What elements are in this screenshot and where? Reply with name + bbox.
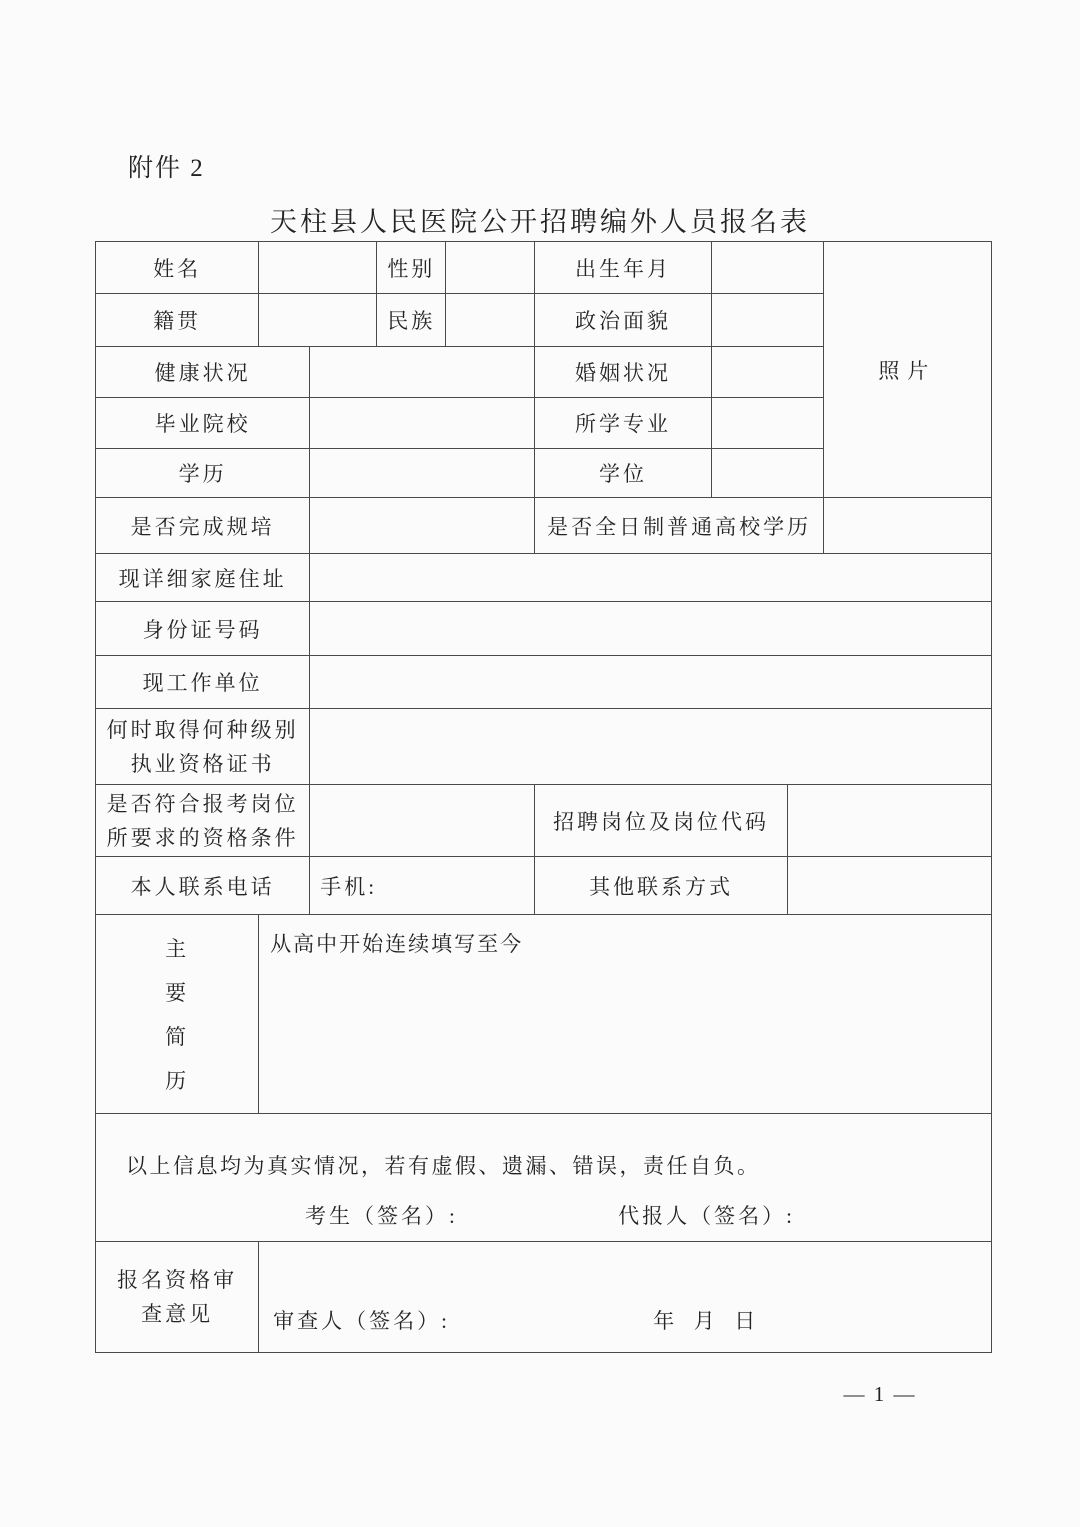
field-ethnicity-label: 民族 [377, 294, 446, 347]
page-number: — 1 — [843, 1382, 917, 1406]
attachment-label: 附件 2 [128, 155, 205, 182]
review-label-cell [96, 1242, 259, 1353]
field-home-address-value [310, 554, 992, 602]
field-education-value [310, 449, 535, 498]
photo-cell: 照片 [823, 242, 991, 498]
row-review [96, 1242, 992, 1353]
row-contact [96, 857, 992, 915]
field-qualification-label [96, 785, 310, 857]
certificate-label-line1: 何时取得何种级别 [106, 717, 299, 742]
field-fulltime-college-value [823, 498, 991, 554]
row-id-number [96, 602, 992, 656]
resume-content-cell: 从高中开始连续填写至今 [259, 915, 992, 1114]
field-id-number-value [310, 602, 992, 656]
review-content-cell [259, 1242, 992, 1353]
field-birth-date-label: 出生年月 [535, 242, 711, 294]
field-gender-label: 性别 [377, 242, 446, 294]
field-id-number-label: 身份证号码 [96, 602, 310, 656]
field-gender-value [446, 242, 535, 294]
field-marital-status-label: 婚姻状况 [535, 347, 711, 398]
field-mobile-value: 手机: [310, 857, 535, 915]
declaration-statement: 以上信息均为真实情况，若有虚假、遗漏、错误，责任自负。 [126, 1154, 761, 1178]
certificate-label-line2: 执业资格证书 [130, 751, 275, 776]
field-certificate-label [96, 709, 310, 785]
declaration-signature-line [96, 1200, 991, 1230]
field-residency-value [310, 498, 535, 554]
field-certificate-value [310, 709, 992, 785]
field-degree-label: 学位 [535, 449, 711, 498]
resume-char-3: 简 [165, 1025, 190, 1049]
field-home-address-label: 现详细家庭住址 [96, 554, 310, 602]
resume-vertical-label [96, 919, 258, 1109]
form-title: 天柱县人民医院公开招聘编外人员报名表 [270, 207, 810, 237]
field-education-label: 学历 [96, 449, 310, 498]
resume-char-4: 历 [165, 1069, 190, 1093]
field-health-status-label: 健康状况 [96, 347, 310, 398]
field-major-value [711, 398, 823, 449]
field-political-status-value [711, 294, 823, 347]
row-certificate [96, 709, 992, 785]
row-current-employer [96, 656, 992, 709]
field-native-place-label: 籍贯 [96, 294, 259, 347]
field-ethnicity-value [446, 294, 535, 347]
field-graduate-school-value [310, 398, 535, 449]
field-post-code-value [787, 785, 991, 857]
field-health-status-value [310, 347, 535, 398]
field-name-value [259, 242, 377, 294]
field-post-code-label: 招聘岗位及岗位代码 [535, 785, 787, 857]
resume-char-1: 主 [165, 937, 190, 961]
field-other-contact-value [787, 857, 991, 915]
row-declaration [96, 1114, 992, 1242]
resume-label-cell [96, 915, 259, 1114]
row-resume [96, 915, 992, 1114]
field-marital-status-value [711, 347, 823, 398]
field-current-employer-value [310, 656, 992, 709]
field-political-status-label: 政治面貌 [535, 294, 711, 347]
application-form-table [95, 241, 992, 1353]
review-label-line2: 查意见 [141, 1302, 214, 1326]
field-fulltime-college-label: 是否全日制普通高校学历 [535, 498, 823, 554]
row-qualification-post [96, 785, 992, 857]
review-label-line1: 报名资格审 [117, 1268, 238, 1292]
field-other-contact-label: 其他联系方式 [535, 857, 787, 915]
field-degree-value [711, 449, 823, 498]
field-residency-label: 是否完成规培 [96, 498, 310, 554]
declaration-cell [96, 1114, 992, 1242]
row-residency-fulltime [96, 498, 992, 554]
field-contact-phone-label: 本人联系电话 [96, 857, 310, 915]
qualification-label-line2: 所要求的资格条件 [106, 825, 299, 850]
row-home-address [96, 554, 992, 602]
qualification-label-line1: 是否符合报考岗位 [106, 791, 299, 816]
candidate-signature-label: 考生（签名）: [305, 1204, 458, 1228]
field-native-place-value [259, 294, 377, 347]
reviewer-signature-label: 审查人（签名）: [273, 1309, 451, 1333]
field-qualification-value [310, 785, 535, 857]
field-graduate-school-label: 毕业院校 [96, 398, 310, 449]
review-date-placeholder: 年 月 日 [653, 1309, 759, 1333]
field-current-employer-label: 现工作单位 [96, 656, 310, 709]
field-birth-date-value [711, 242, 823, 294]
resume-char-2: 要 [165, 981, 190, 1005]
agent-signature-label: 代报人（签名）: [618, 1204, 795, 1228]
field-major-label: 所学专业 [535, 398, 711, 449]
row-name-gender-birth [96, 242, 992, 294]
field-name-label: 姓名 [96, 242, 259, 294]
